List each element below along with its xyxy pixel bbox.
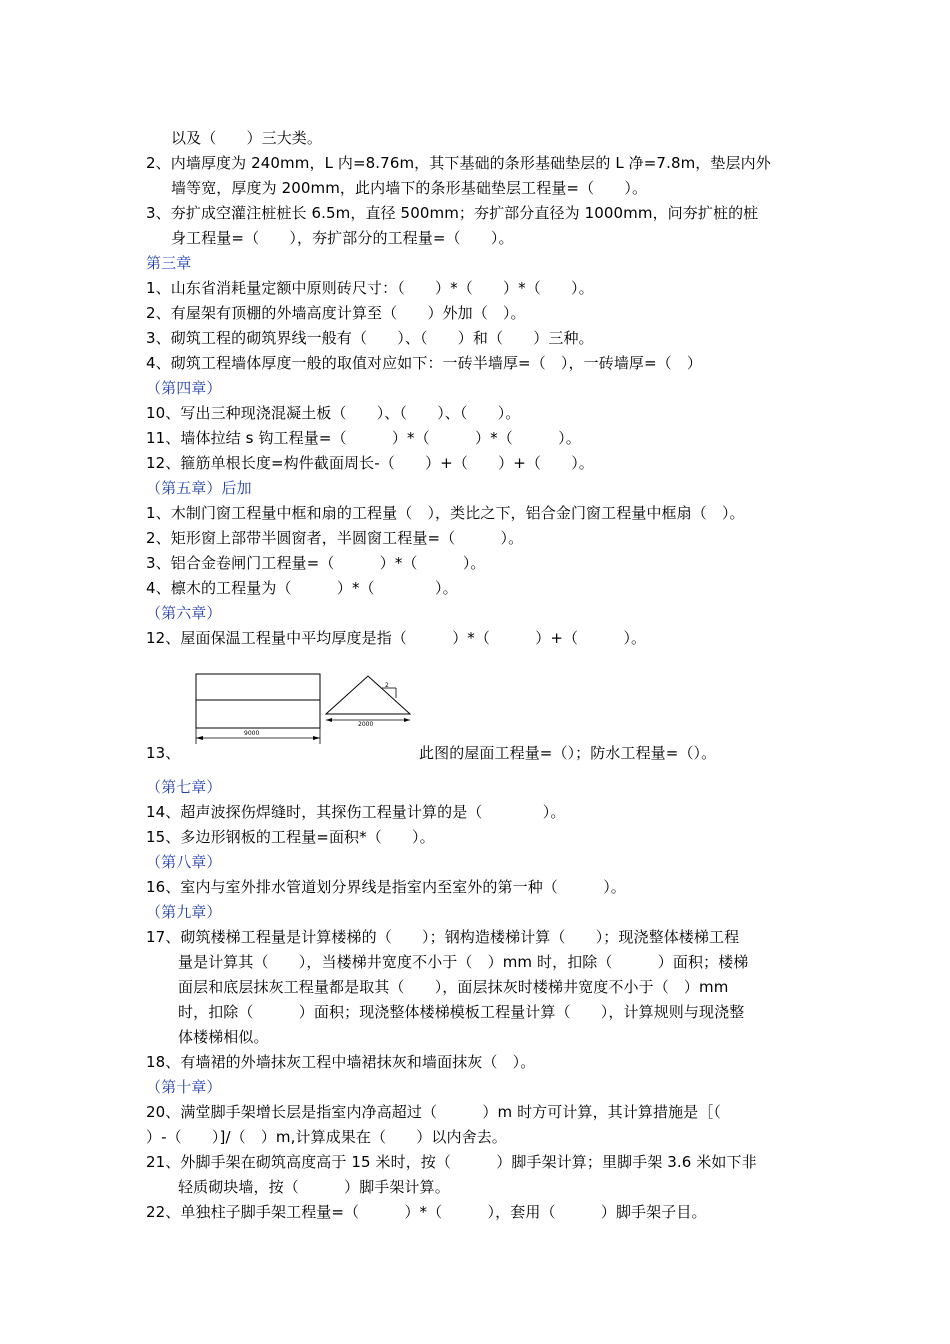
text-line: 1、山东省消耗量定额中原则砖尺寸：（ ）*（ ）*（ ）。 <box>146 279 594 297</box>
text-line: 15、多边形钢板的工程量=面积*（ ）。 <box>146 828 435 846</box>
roof-diagram <box>192 672 416 746</box>
text-line: 2、有屋架有顶棚的外墙高度计算至（ ）外加（ ）。 <box>146 304 526 322</box>
text-line: 轻质砌块墙，按（ ）脚手架计算。 <box>178 1178 450 1196</box>
roof-section-triangle <box>326 676 410 714</box>
text-line: 13、 <box>146 744 181 762</box>
text-line: 3、夯扩成空灌注桩桩长 6.5m，直径 500mm；夯扩部分直径为 1000mm，问夯扩桩的桩 <box>146 204 759 222</box>
chapter-heading: （第四章） <box>146 379 222 397</box>
text-line: 4、檩木的工程量为（ ）*（ ）。 <box>146 579 458 597</box>
chapter-heading: （第五章）后加 <box>146 479 252 497</box>
text-line: 22、单独柱子脚手架工程量=（ ）*（ ），套用（ ）脚手架子目。 <box>146 1203 707 1221</box>
text-line: 10、写出三种现浇混凝土板（ ）、（ ）、（ ）。 <box>146 404 521 422</box>
text-line: 12、屋面保温工程量中平均厚度是指（ ）*（ ）+（ ）。 <box>146 629 647 647</box>
text-line: 1、木制门窗工程量中框和扇的工程量（ ），类比之下，铝合金门窗工程量中框扇（ ）。 <box>146 504 745 522</box>
slope-mark-label: 2 <box>385 682 389 689</box>
dim-label-left: 9000 <box>244 730 260 737</box>
text-line: 3、砌筑工程的砌筑界线一般有（ ）、（ ）和（ ）三种。 <box>146 329 594 347</box>
chapter-heading: （第七章） <box>146 778 222 796</box>
text-line: 18、有墙裙的外墙抹灰工程中墙裙抹灰和墙面抹灰（ ）。 <box>146 1053 536 1071</box>
text-line: 面层和底层抹灰工程量都是取其（ ），面层抹灰时楼梯井宽度不小于（ ）mm <box>178 978 729 996</box>
text-line: 16、室内与室外排水管道划分界线是指室内至室外的第一种（ ）。 <box>146 878 626 896</box>
text-line: 17、砌筑楼梯工程量是计算楼梯的（ ）；钢构造楼梯计算（ ）；现浇整体楼梯工程 <box>146 928 740 946</box>
text-line: 14、超声波探伤焊缝时，其探伤工程量计算的是（ ）。 <box>146 803 566 821</box>
chapter-heading: （第九章） <box>146 903 222 921</box>
chapter-heading: 第三章 <box>146 254 192 272</box>
text-line: 3、铝合金卷闸门工程量=（ ）*（ ）。 <box>146 554 486 572</box>
text-line: 11、墙体拉结 s 钩工程量=（ ）*（ ）*（ ）。 <box>146 429 581 447</box>
dim-label-right: 2000 <box>358 721 374 728</box>
chapter-heading: （第八章） <box>146 853 222 871</box>
text-line: 12、箍筋单根长度=构件截面周长-（ ）+（ ）+（ ）。 <box>146 454 594 472</box>
text-line: 20、满堂脚手架增长层是指室内净高超过（ ）m 时方可计算，其计算措施是［（ <box>146 1103 721 1121</box>
text-line: 21、外脚手架在砌筑高度高于 15 米时，按（ ）脚手架计算；里脚手架 3.6 米如下非 <box>146 1153 757 1171</box>
text-line: 体楼梯相似。 <box>178 1028 269 1046</box>
text-line: ）-（ ）]/（ ）m,计算成果在（ ）以内舍去。 <box>146 1128 507 1146</box>
text-line: 此图的屋面工程量=（）；防水工程量=（）。 <box>419 744 717 762</box>
text-line: 2、内墙厚度为 240mm，L 内=8.76m，其下基础的条形基础垫层的 L 净=7.8m，垫层内外 <box>146 154 771 172</box>
roof-plan-rect <box>196 674 320 728</box>
text-line: 墙等宽，厚度为 200mm，此内墙下的条形基础垫层工程量=（ ）。 <box>171 179 648 197</box>
text-line: 身工程量=（ ），夯扩部分的工程量=（ ）。 <box>171 229 514 247</box>
text-line: 2、矩形窗上部带半圆窗者，半圆窗工程量=（ ）。 <box>146 529 524 547</box>
text-line: 4、砌筑工程墙体厚度一般的取值对应如下：一砖半墙厚=（ ），一砖墙厚=（ ） <box>146 354 702 372</box>
text-line: 以及（ ）三大类。 <box>171 129 323 147</box>
chapter-heading: （第六章） <box>146 604 222 622</box>
text-line: 时，扣除（ ）面积；现浇整体楼梯模板工程量计算（ ），计算规则与现浇整 <box>178 1003 745 1021</box>
text-line: 量是计算其（ ），当楼梯井宽度不小于（ ）mm 时，扣除（ ）面积；楼梯 <box>178 953 749 971</box>
chapter-heading: （第十章） <box>146 1078 222 1096</box>
